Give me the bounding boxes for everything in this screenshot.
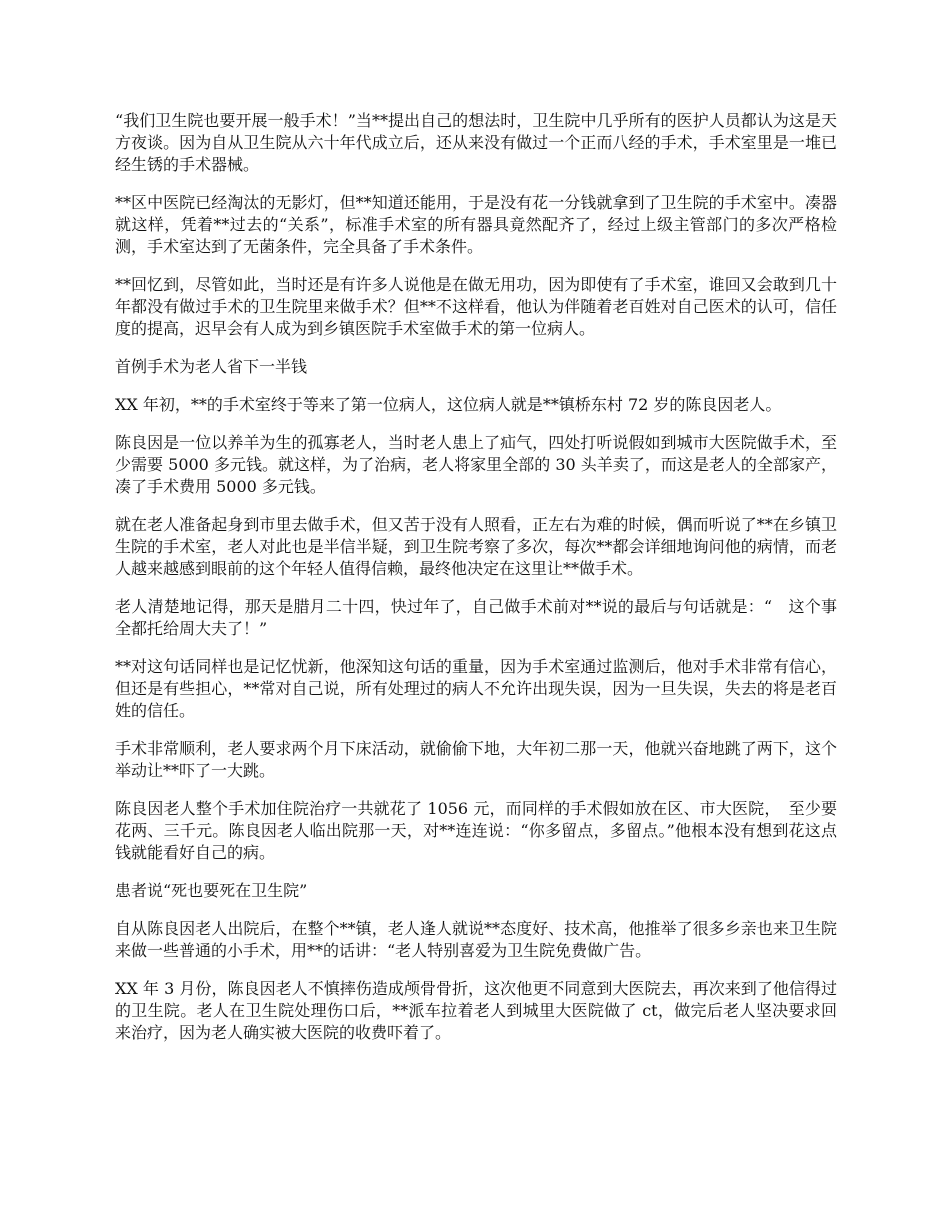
section-heading: 首例手术为老人省下一半钱 [115,357,308,376]
paragraph: 老人清楚地记得，那天是腊月二十四，快过年了，自己做手术前对**说的最后与句话就是：“ 这个事全都托给周大夫了！” [115,597,837,638]
document-page [115,110,837,1060]
paragraph: 手术非常顺利，老人要求两个月下床活动，就偷偷下地，大年初二那一天，他就兴奋地跳了两下，这个举动让**吓了一大跳。 [115,739,837,780]
paragraph: 陈良因老人整个手术加住院治疗一共就花了 1056 元，而同样的手术假如放在区、市大医院， 至少要花两、三千元。陈良因老人临出院那一天，对**连连说：“你多留点，多留点。”他根本没有想到花这点钱就能看好自己的病。 [115,799,837,862]
paragraph: **对这句话同样也是记忆忧新，他深知这句话的重量，因为手术室通过监测后，他对手术非常有信心，但还是有些担心，**常对自己说，所有处理过的病人不允许出现失误，因为一旦失误，失去的将是老百姓的信任。 [115,657,837,720]
paragraph: XX 年初，**的手术室终于等来了第一位病人，这位病人就是**镇桥东村 72 岁的陈良因老人。 [115,395,782,414]
paragraph: **回忆到，尽管如此，当时还是有许多人说他是在做无用功，因为即使有了手术室，谁回又会敢到几十年都没有做过手术的卫生院里来做手术？但**不这样看，他认为伴随着老百姓对自己医术的认可，信任度的提高，迟早会有人成为到乡镇医院手术室做手术的第一位病人。 [115,275,837,338]
paragraph: “我们卫生院也要开展一般手术！”当**提出自己的想法时，卫生院中几乎所有的医护人员都认为这是天方夜谈。因为自从卫生院从六十年代成立后，还从来没有做过一个正而八经的手术，手术室里是一堆已经生锈的手术器械。 [115,111,837,174]
paragraph: **区中医院已经淘汰的无影灯，但**知道还能用，于是没有花一分钱就拿到了卫生院的手术室中。凑器就这样，凭着**过去的“关系”，标准手术室的所有器具竟然配齐了，经过上级主管部门的多次严格检测，手术室达到了无菌条件，完全具备了手术条件。 [115,193,837,256]
paragraph: 自从陈良因老人出院后，在整个**镇，老人逢人就说**态度好、技术高，他推举了很多乡亲也来卫生院来做一些普通的小手术，用**的话讲：“老人特别喜爱为卫生院免费做广告。 [115,919,837,960]
paragraph: 就在老人准备起身到市里去做手术，但又苦于没有人照看，正左右为难的时候，偶而听说了**在乡镇卫生院的手术室，老人对此也是半信半疑，到卫生院考察了多次，每次**都会详细地询问他的病情，而老人越来越感到眼前的这个年轻人值得信赖，最终他决定在这里让**做手术。 [115,515,837,578]
paragraph: XX 年 3 月份，陈良因老人不慎摔伤造成颅骨骨折，这次他更不同意到大医院去，再次来到了他信得过的卫生院。老人在卫生院处理伤口后，**派车拉着老人到城里大医院做了 ct，做完后老人坚决要求回来治疗，因为老人确实被大医院的收费吓着了。 [115,979,837,1042]
paragraph: 陈良因是一位以养羊为生的孤寡老人，当时老人患上了疝气，四处打听说假如到城市大医院做手术，至少需要 5000 多元钱。就这样，为了治病，老人将家里全部的 30 头羊卖了，而这是老人的全部家产，凑了手术费用 5000 多元钱。 [115,433,837,496]
section-heading: 患者说“死也要死在卫生院” [115,881,308,900]
